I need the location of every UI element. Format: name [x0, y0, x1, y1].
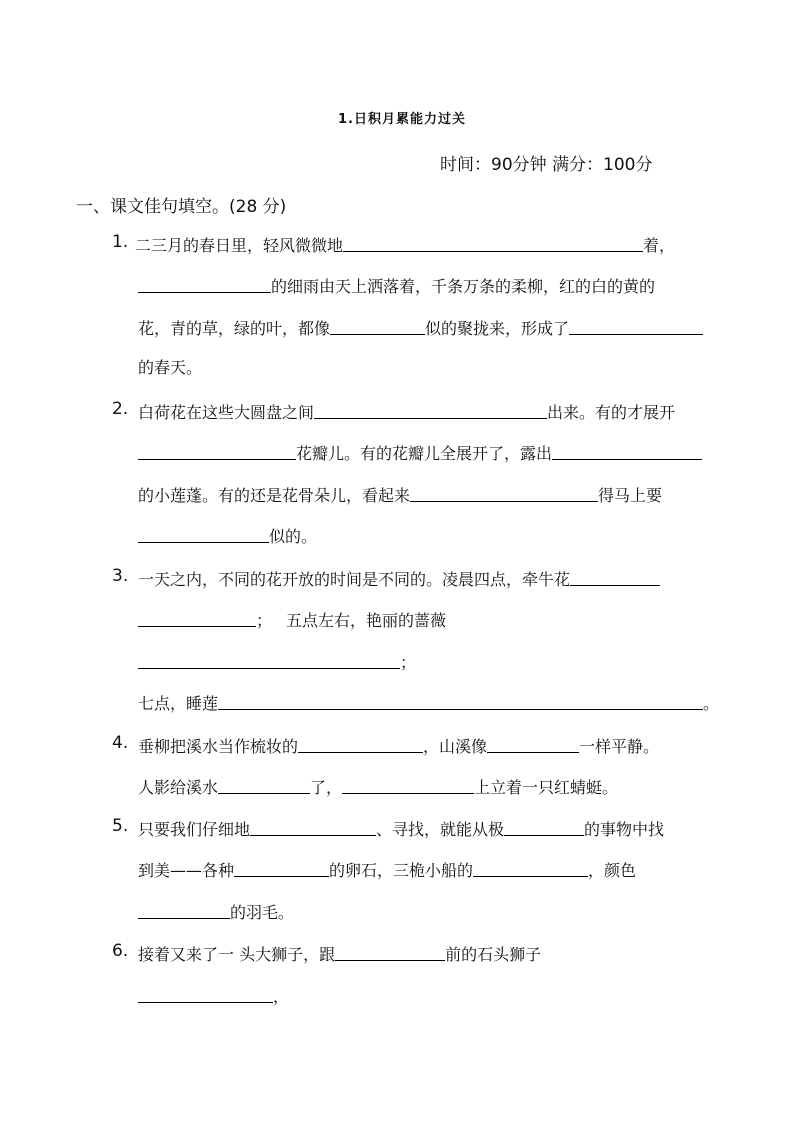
question-number-1: 1. — [112, 232, 129, 252]
q5-line-1 — [138, 817, 664, 839]
q1-blank-2[interactable] — [138, 274, 271, 293]
q4-text-2b: 了， — [310, 778, 343, 797]
q5-line-2 — [138, 858, 636, 880]
section-title: 一、课文佳句填空。(28 分) — [76, 197, 287, 217]
exam-meta: 时间：90分钟 满分：100分 — [440, 155, 653, 175]
q3-text-2a: ； — [256, 611, 273, 630]
page-title: 1.日积月累能力过关 — [338, 112, 466, 127]
question-number-3: 3. — [112, 566, 129, 586]
q1-line-1 — [135, 233, 675, 255]
q1-blank-1[interactable] — [343, 233, 643, 252]
q3-text-4b: 。 — [703, 694, 720, 713]
q3-line-2 — [138, 608, 446, 630]
q1-text-1b: 着， — [643, 236, 676, 255]
q4-blank-4[interactable] — [342, 775, 474, 794]
q2-text-2a: 花瓣儿。有的花瓣儿全展开了，露出 — [296, 444, 553, 463]
q1-blank-3[interactable] — [330, 316, 425, 335]
q2-line-1 — [138, 400, 675, 422]
q1-text-2a: 的细雨由天上洒落着，千条万条的柔柳，红的白的黄的 — [271, 277, 656, 296]
q4-text-2a: 人影给溪水 — [138, 778, 219, 797]
q5-text-3a: 的羽毛。 — [230, 903, 295, 922]
q3-text-4a: 七点，睡莲 — [138, 694, 219, 713]
q1-line-3 — [138, 316, 703, 338]
q4-text-1b: ，山溪像 — [423, 737, 488, 756]
q5-blank-1[interactable] — [250, 817, 376, 836]
q1-line-4 — [138, 357, 202, 379]
q1-text-3b: 似的聚拢来，形成了 — [425, 319, 570, 338]
question-number-6: 6. — [112, 941, 129, 961]
q6-line-1 — [138, 942, 541, 964]
q4-text-2c: 上立着一只红蜻蜓。 — [474, 778, 619, 797]
q5-text-1a: 只要我们仔细地 — [138, 820, 251, 839]
q2-line-4 — [138, 524, 317, 546]
q3-blank-1[interactable] — [570, 567, 660, 586]
q3-blank-4[interactable] — [218, 691, 703, 710]
q5-text-2a: 到美——各种 — [138, 861, 235, 880]
question-number-4: 4. — [112, 733, 129, 753]
q3-line-4 — [138, 691, 719, 713]
q5-text-1b: 、寻找，就能从极 — [376, 820, 505, 839]
q3-blank-3[interactable] — [138, 650, 400, 669]
q4-text-1c: 一样平静。 — [579, 737, 660, 756]
q2-blank-1[interactable] — [314, 400, 547, 419]
q1-line-2 — [138, 274, 655, 296]
q6-text-2a: ， — [273, 987, 290, 1006]
q2-line-2 — [138, 441, 702, 463]
q6-text-1b: 前的石头狮子 — [445, 945, 542, 964]
q1-blank-4[interactable] — [569, 316, 703, 335]
q6-blank-2[interactable] — [138, 984, 273, 1003]
q3-line-3 — [138, 650, 416, 672]
q2-blank-3[interactable] — [552, 441, 702, 460]
q2-blank-5[interactable] — [138, 524, 269, 543]
q3-text-1a: 一天之内，不同的花开放的时间是不同的。凌晨四点，牵牛花 — [138, 570, 571, 589]
q5-blank-2[interactable] — [504, 817, 584, 836]
q5-line-3 — [138, 900, 294, 922]
q1-text-3a: 花，青的草，绿的叶，都像 — [138, 319, 331, 338]
q2-text-1b: 出来。有的才展开 — [547, 403, 676, 422]
q1-text-4a: 的春天。 — [138, 358, 203, 377]
q6-blank-1[interactable] — [335, 942, 445, 961]
q4-text-1a: 垂柳把溪水当作梳妆的 — [138, 737, 299, 756]
q2-blank-4[interactable] — [410, 483, 598, 502]
q5-text-2b: 的卵石，三桅小船的 — [329, 861, 474, 880]
q3-text-3a: ； — [400, 653, 417, 672]
q2-text-4a: 似的。 — [269, 527, 318, 546]
q2-blank-2[interactable] — [138, 441, 296, 460]
q4-blank-1[interactable] — [298, 734, 423, 753]
q1-text-1a: 二三月的春日里，轻风微微地 — [135, 236, 344, 255]
q2-text-3a: 的小莲蓬。有的还是花骨朵儿，看起来 — [138, 486, 411, 505]
q5-blank-4[interactable] — [473, 858, 588, 877]
q2-line-3 — [138, 483, 662, 505]
q3-line-1 — [138, 567, 660, 589]
q5-text-1c: 的事物中找 — [584, 820, 665, 839]
q4-blank-2[interactable] — [487, 734, 579, 753]
q5-blank-3[interactable] — [234, 858, 329, 877]
q6-line-2 — [138, 984, 289, 1006]
question-number-5: 5. — [112, 816, 129, 836]
q4-line-2 — [138, 775, 618, 797]
q2-text-1a: 白荷花在这些大圆盘之间 — [138, 403, 315, 422]
q4-line-1 — [138, 734, 659, 756]
q4-blank-3[interactable] — [218, 775, 310, 794]
q3-text-2b: 五点左右，艳丽的蔷薇 — [286, 611, 447, 630]
q5-text-2c: ，颜色 — [588, 861, 637, 880]
q5-blank-5[interactable] — [138, 900, 230, 919]
q3-blank-2[interactable] — [138, 608, 256, 627]
question-number-2: 2. — [112, 399, 129, 419]
q2-text-3b: 得马上要 — [598, 486, 663, 505]
q6-text-1a: 接着又来了一 头大狮子，跟 — [138, 945, 336, 964]
